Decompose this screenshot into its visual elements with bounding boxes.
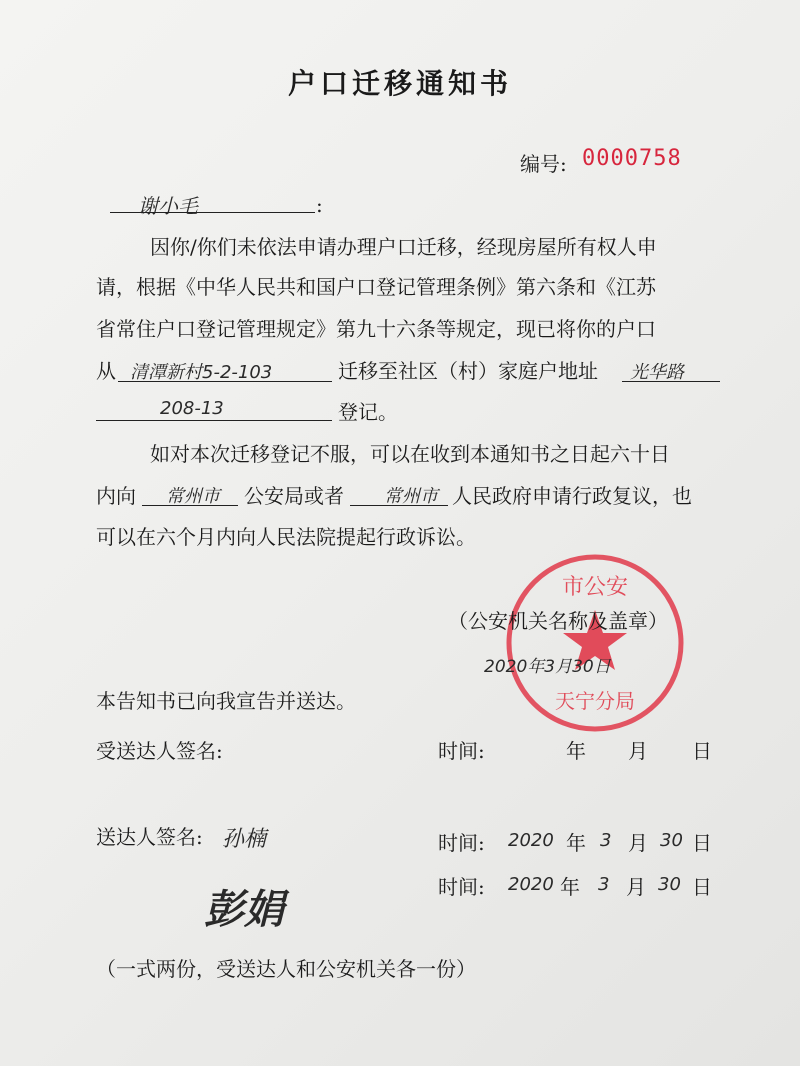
gov-city-underline — [350, 505, 448, 506]
bureau-city-handwritten: 常州市 — [166, 486, 220, 507]
received-text: 本告知书已向我宣告并送达。 — [96, 689, 356, 713]
stamp-note: （公安机关名称及盖章） — [448, 609, 668, 633]
addressee-underline — [110, 212, 315, 213]
from-address-handwritten: 清潭新村5-2-103 — [130, 362, 273, 383]
recipient-signature-label: 受送达人签名: — [96, 739, 223, 763]
to-address-handwritten-1: 光华路 — [630, 362, 684, 383]
server-time-label: 时间: — [438, 831, 485, 855]
para2-prefix: 内向 — [96, 484, 136, 508]
issue-date-handwritten: 2020年3月30日 — [484, 657, 611, 677]
bureau-city-underline — [142, 505, 238, 506]
from-address-underline — [118, 381, 332, 382]
second-date-day: 30 — [658, 874, 681, 895]
recipient-month-label: 月 — [628, 739, 648, 763]
para1-line2: 请，根据《中华人民共和国户口登记管理条例》第六条和《江苏 — [96, 275, 656, 299]
register-text: 登记。 — [338, 400, 398, 424]
from-prefix: 从 — [96, 359, 116, 383]
serial-label: 编号: — [520, 152, 567, 176]
server-signature-label: 送达人签名: — [96, 825, 203, 849]
second-date-year: 2020 — [508, 874, 554, 895]
bureau-text: 公安局或者 — [244, 484, 344, 508]
document-title: 户口迁移通知书 — [287, 67, 512, 100]
server-day-label: 日 — [692, 831, 712, 855]
second-time-label: 时间: — [438, 875, 485, 899]
to-address-underline-2 — [96, 420, 332, 421]
to-address-handwritten-2: 208-13 — [160, 398, 224, 419]
recipient-time-label: 时间: — [438, 739, 485, 763]
svg-text:天宁分局: 天宁分局 — [555, 689, 635, 713]
second-month-label: 月 — [626, 875, 646, 899]
second-handwritten-signature: 彭娟 — [204, 887, 284, 933]
addressee-handwritten: 谢小毛 — [138, 194, 198, 218]
second-date-month: 3 — [598, 874, 610, 895]
addressee-colon: : — [316, 193, 323, 217]
official-seal — [500, 548, 690, 738]
footer-note: （一式两份，受送达人和公安机关各一份） — [96, 957, 476, 981]
svg-text:市公安: 市公安 — [561, 575, 629, 600]
server-date-month: 3 — [600, 830, 612, 851]
para1-line1: 因你/你们未依法申请办理户口迁移，经现房屋所有权人申 — [150, 235, 657, 259]
gov-city-handwritten: 常州市 — [384, 486, 438, 507]
move-text: 迁移至社区（村）家庭户地址 — [338, 359, 598, 383]
server-month-label: 月 — [628, 831, 648, 855]
to-address-underline-1 — [622, 381, 720, 382]
server-date-day: 30 — [660, 830, 683, 851]
recipient-year-label: 年 — [566, 739, 586, 763]
para2-line3: 可以在六个月内向人民法院提起行政诉讼。 — [96, 525, 476, 549]
server-signature-handwritten: 孙楠 — [222, 827, 267, 852]
server-year-label: 年 — [566, 831, 586, 855]
recipient-day-label: 日 — [692, 739, 712, 763]
para2-line1: 如对本次迁移登记不服，可以在收到本通知书之日起六十日 — [150, 442, 670, 466]
second-year-label: 年 — [560, 875, 580, 899]
gov-text: 人民政府申请行政复议，也 — [452, 484, 692, 508]
server-date-year: 2020 — [508, 830, 554, 851]
serial-number: 0000758 — [582, 146, 682, 171]
second-day-label: 日 — [692, 875, 712, 899]
para1-line3: 省常住户口登记管理规定》第九十六条等规定，现已将你的户口 — [96, 317, 656, 341]
